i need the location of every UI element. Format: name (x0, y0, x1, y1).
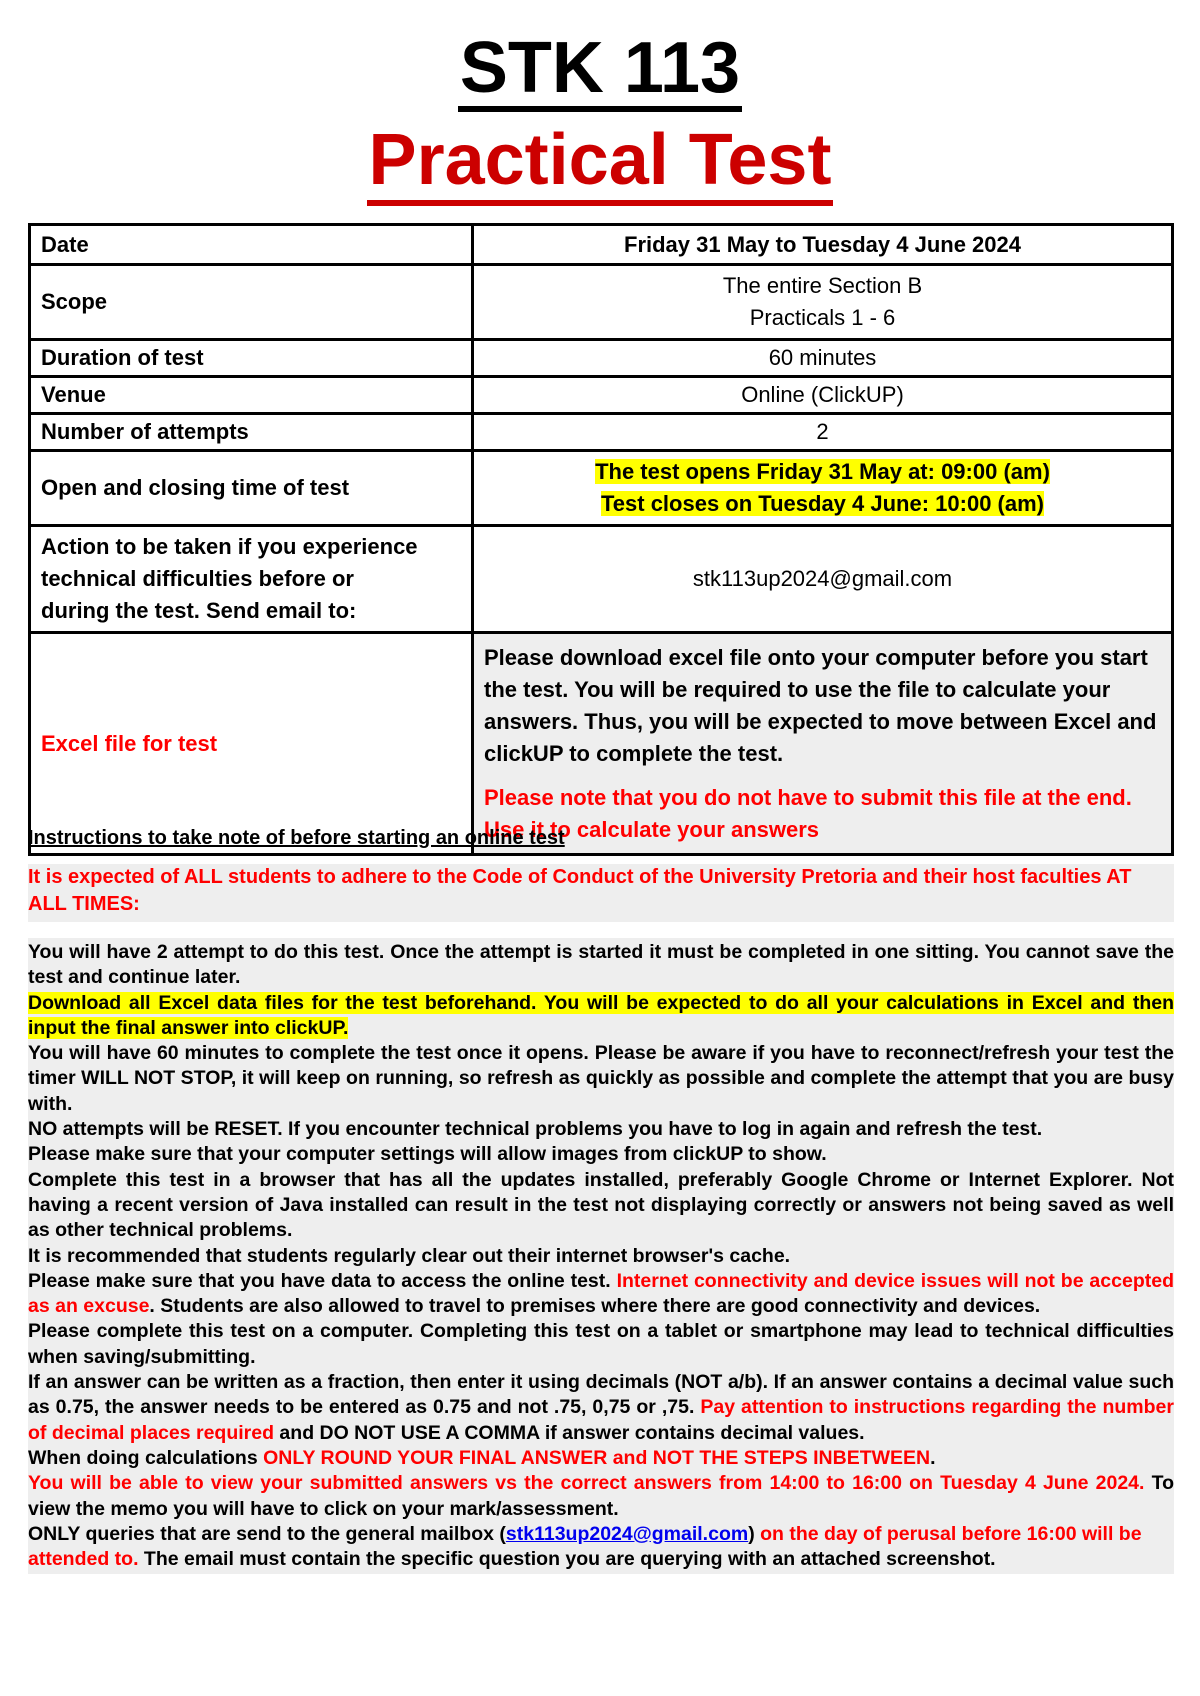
course-code-title: STK 113 (458, 30, 742, 112)
excel-file-label: Excel file for test (30, 633, 473, 855)
instruction-data (28, 1269, 1174, 1320)
excel-file-text: Please download excel file onto your computer before you start the test. You will be required to use the file to calculate your answers. Thus, you will be expected to move between Excel and clickUP to complete the test. (484, 644, 1157, 766)
date-value: Friday 31 May to Tuesday 4 June 2024 (473, 225, 1173, 265)
instruction-no-reset: NO attempts will be RESET. If you encounter technical problems you have to log in again and refresh the test. (28, 1118, 1043, 1141)
instruction-download-excel: Download all Excel data files for the test beforehand. You will be expected to do all your calculations in Excel and then input the final answer into clickUP. (28, 991, 1174, 1039)
instruction-attempts: You will have 2 attempt to do this test. Once the attempt is started it must be completed in one sitting. You cannot save the test and continue later. (28, 941, 1174, 989)
instruction-rounding (28, 1446, 1174, 1471)
instructions-section (28, 826, 1174, 1574)
table-row (30, 377, 1173, 414)
instruction-queries-paren: ) (748, 1522, 755, 1545)
test-info-table (28, 223, 1174, 856)
instruction-rounding-warning: ONLY ROUND YOUR FINAL ANSWER and NOT THE STEPS INBETWEEN (263, 1446, 931, 1469)
instruction-timer: You will have 60 minutes to complete the test once it opens. Please be aware if you have to reconnect/refresh your test the timer WILL NOT STOP, it will keep on running, so refresh as quickly as possible and complete the attempt that you are busy with. (28, 1042, 1174, 1115)
action-label (30, 526, 473, 633)
code-of-conduct-text: It is expected of ALL students to adhere to the Code of Conduct of the University Pretoria and their host faculties AT ALL TIMES: (28, 866, 1132, 915)
table-row (30, 451, 1173, 526)
scope-value (473, 265, 1173, 340)
instruction-decimals-warning: Pay attention to instructions regarding the number of decimal places required (28, 1396, 1174, 1444)
instruction-queries (28, 1522, 1174, 1573)
attempts-value: 2 (473, 414, 1173, 451)
test-opens-text: The test opens Friday 31 May at: 09:00 (am) (595, 459, 1050, 484)
attempts-label: Number of attempts (30, 414, 473, 451)
instruction-memo-part2: To view the memo you will have to click on your mark/assessment. (28, 1472, 1174, 1520)
mailbox-link[interactable]: stk113up2024@gmail.com (505, 1522, 749, 1545)
instruction-memo (28, 1471, 1174, 1522)
instruction-data-part2: . Students are also allowed to travel to premises where there are good connectivity and devices. (149, 1295, 1041, 1318)
support-email[interactable]: stk113up2024@gmail.com (473, 526, 1173, 633)
instruction-data-warning: Internet connectivity and device issues will not be accepted as an excuse (28, 1269, 1174, 1318)
instruction-data-part1: Please make sure that you have data to access the online test. (28, 1269, 617, 1292)
instruction-queries-part1: ONLY queries that are send to the general mailbox ( (28, 1522, 506, 1545)
table-row (30, 526, 1173, 633)
table-row (30, 633, 1173, 855)
duration-label: Duration of test (30, 340, 473, 377)
instruction-decimals (28, 1370, 1174, 1446)
duration-value: 60 minutes (473, 340, 1173, 377)
excel-file-note: Please note that you do not have to submit this file at the end. Use it to calculate your answers (484, 784, 1132, 842)
instruction-rounding-part2: . (930, 1446, 936, 1469)
instruction-queries-warning: on the day of perusal before 16:00 will be attended to. (28, 1522, 1142, 1571)
venue-value: Online (ClickUP) (473, 377, 1173, 414)
instructions-heading: Instructions to take note of before starting an online test (28, 827, 565, 849)
scope-label: Scope (30, 265, 473, 340)
instruction-rounding-part1: When doing calculations (28, 1446, 264, 1469)
instruction-images: Please make sure that your computer settings will allow images from clickUP to show. (28, 1143, 827, 1166)
date-label: Date (30, 225, 473, 265)
open-close-value (473, 451, 1173, 526)
instruction-decimals-part2: and DO NOT USE A COMMA if answer contains decimal values. (274, 1421, 865, 1444)
table-row (30, 414, 1173, 451)
table-row (30, 340, 1173, 377)
practical-test-title: Practical Test (367, 120, 834, 206)
title-block (0, 30, 1200, 206)
instruction-browser: Complete this test in a browser that has all the updates installed, preferably Google Chrome or Internet Explorer. Not having a recent version of Java installed can result in the test not displaying correctly or answers not being saved as well as other technical problems. (28, 1168, 1174, 1242)
action-label-line1: Action to be taken if you experience (41, 534, 418, 559)
open-close-label: Open and closing time of test (30, 451, 473, 526)
instructions-list (28, 938, 1174, 1574)
table-row (30, 225, 1173, 265)
instruction-memo-dates: You will be able to view your submitted answers vs the correct answers from 14:00 to 16:00 on Tuesday 4 June 2024. (28, 1472, 1145, 1495)
table-row (30, 265, 1173, 340)
action-label-line2: technical difficulties before or (41, 566, 354, 591)
instruction-queries-part2: The email must contain the specific question you are querying with an attached screenshot. (138, 1548, 996, 1571)
scope-value-line1: The entire Section B (722, 273, 923, 298)
action-label-line3: during the test. Send email to: (41, 598, 357, 623)
test-closes-text: Test closes on Tuesday 4 June: 10:00 (am) (600, 491, 1044, 516)
instruction-decimals-part1: If an answer can be written as a fraction, then enter it using decimals (NOT a/b). If an answer contains a decimal value such as 0.75, the answer needs to be entered as 0.75 and not .75, 0,75 or ,75. (28, 1371, 1174, 1419)
instruction-cache: It is recommended that students regularly clear out their internet browser's cache. (28, 1244, 791, 1267)
venue-label: Venue (30, 377, 473, 414)
scope-value-line2: Practicals 1 - 6 (749, 305, 896, 330)
excel-file-instructions (473, 633, 1173, 855)
instruction-computer: Please complete this test on a computer. Completing this test on a tablet or smartphone may lead to technical difficulties when saving/submitting. (28, 1320, 1174, 1368)
code-of-conduct-box (28, 864, 1174, 922)
